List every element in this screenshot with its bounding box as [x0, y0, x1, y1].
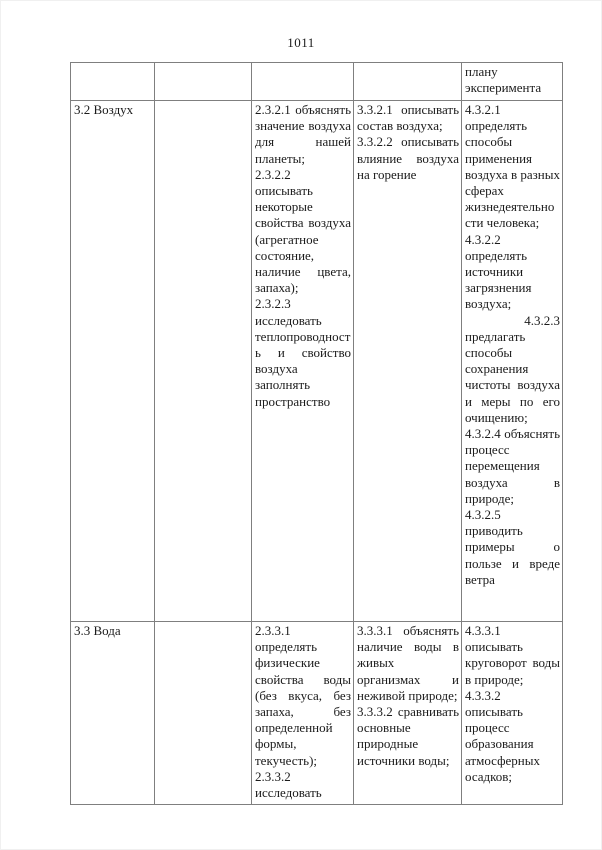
cell-grade4-objectives [462, 63, 563, 101]
objective-item: 3.3.3.1 объяснять наличие воды в живых организмах и неживой природе; [357, 623, 459, 703]
topic-label: 3.3 Вода [74, 623, 121, 638]
cell-topic [71, 622, 155, 805]
objective-item: 3.3.3.2 сравнивать основные природные источники воды; [357, 704, 459, 768]
cell-grade3-objectives [354, 63, 462, 101]
objective-item: 2.3.2.2 описывать некоторые свойства воздуха (агрегатное состояние, наличие цвета, запаха); [255, 166, 351, 296]
objective-item: 2.3.2.1 объяснять значение воздуха для нашей планеты; [255, 102, 351, 166]
cell-grade1-objectives [155, 622, 252, 805]
cell-grade2-objectives [252, 101, 354, 622]
objective-item: 4.3.2.2 определять источники загрязнения воздуха; [465, 231, 532, 312]
objective-item: 4.3.2.1 определять способы применения воздуха в разных сферах жизнедеятельности человека; [465, 102, 560, 231]
objective-item: 4.3.2.4 объяснять процесс перемещения воздуха в природе; [465, 426, 560, 506]
cell-grade1-objectives [155, 63, 252, 101]
objective-item: 2.3.3.2 исследовать [255, 768, 322, 801]
topic-label: 3.2 Воздух [74, 102, 134, 117]
objective-item: 2.3.2.3 исследовать теплопроводность и свойство воздуха заполнять пространство [255, 296, 351, 409]
cell-topic [71, 63, 155, 101]
objective-item: 2.3.3.1 определять физические свойства воды (без вкуса, без запаха, без определенной формы, текучесть); [255, 623, 351, 768]
table-row-continuation [71, 63, 563, 101]
objective-item: 4.3.3.1 описывать круговорот воды в природе; [465, 623, 560, 687]
curriculum-objectives-table [70, 62, 563, 805]
objective-item: 4.3.2.5 приводить примеры о пользе и вреде ветра [465, 507, 560, 587]
objective-item: 3.3.2.1 описывать состав воздуха; [357, 102, 459, 134]
cell-grade3-objectives [354, 622, 462, 805]
cell-grade4-objectives [462, 101, 563, 622]
objective-item: 4.3.2.3 предлагать способы сохранения чистоты воздуха и меры по его очищению; [465, 312, 560, 425]
cell-grade2-objectives [252, 622, 354, 805]
cell-grade1-objectives [155, 101, 252, 622]
cell-grade3-objectives [354, 101, 462, 622]
table-row-air [71, 101, 563, 622]
cell-grade4-objectives [462, 622, 563, 805]
cell-topic [71, 101, 155, 622]
objective-item: 3.3.2.2 описывать влияние воздуха на горение [357, 134, 459, 182]
objective-item: плану эксперимента [465, 64, 542, 96]
page-number: 1011 [287, 35, 315, 50]
cell-grade2-objectives [252, 63, 354, 101]
objective-item: 4.3.3.2 описывать процесс образования атмосферных осадков; [465, 687, 540, 784]
table-row-water [71, 622, 563, 805]
